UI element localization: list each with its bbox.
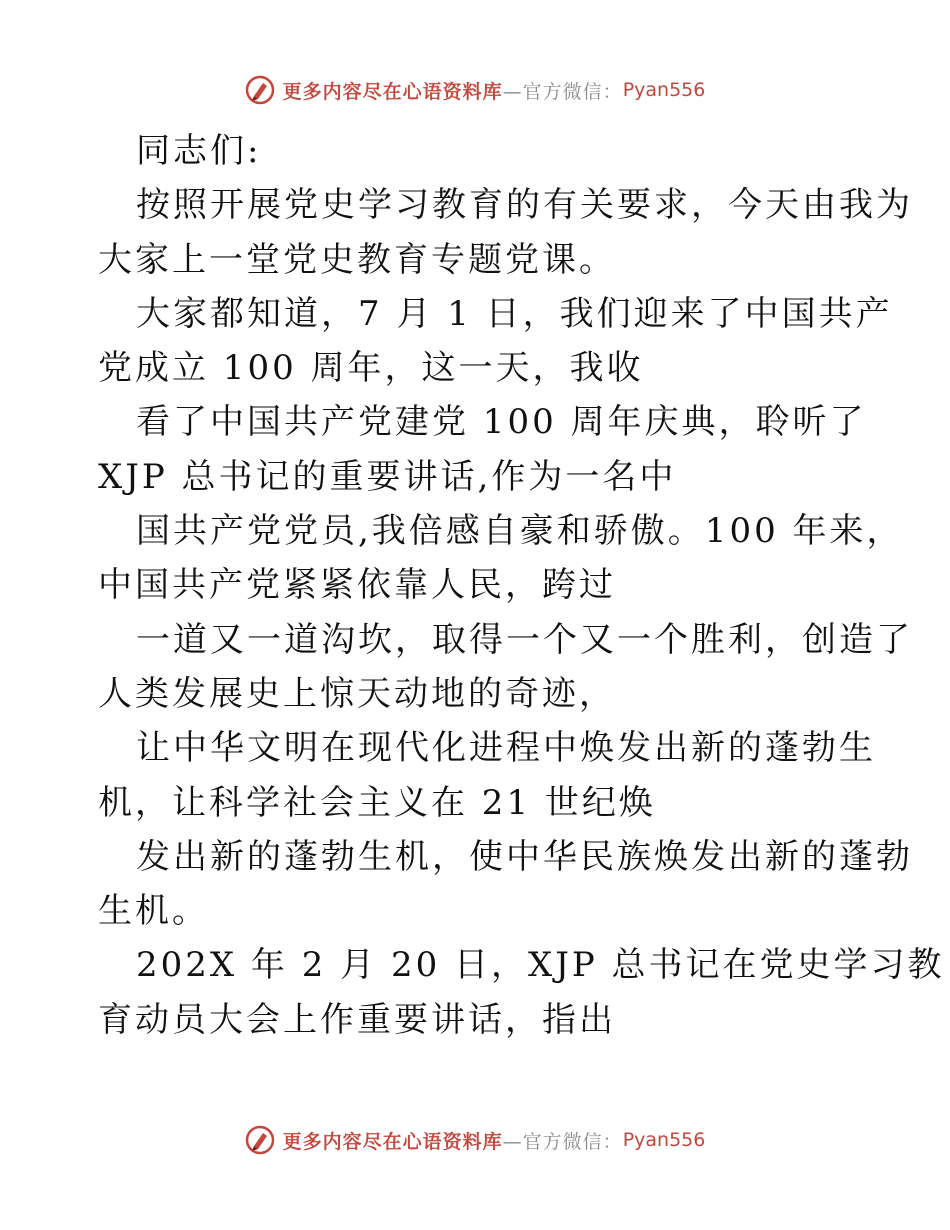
header-watermark-banner bbox=[0, 70, 950, 110]
pen-nib-logo-icon bbox=[245, 1125, 275, 1155]
text-line: 大家上一堂党史教育专题党课。 bbox=[98, 239, 616, 280]
banner-wechat-label: —官方微信： bbox=[502, 80, 623, 103]
text-line: 中国共产党紧紧依靠人民，跨过 bbox=[98, 565, 616, 606]
text-line: 一道又一道沟坎，取得一个又一个胜利，创造了 bbox=[136, 619, 913, 660]
text-line: 同志们: bbox=[136, 131, 262, 171]
banner-site-name: 更多内容尽在心语资料库 bbox=[282, 1130, 503, 1153]
pen-nib-logo-icon bbox=[245, 75, 275, 105]
text-line: 看了中国共产党建党 100 周年庆典，聆听了 bbox=[136, 402, 867, 443]
text-line: XJP 总书记的重要讲话,作为一名中 bbox=[98, 456, 677, 497]
text-line: 大家都知道，7 月 1 日，我们迎来了中国共产 bbox=[136, 293, 893, 334]
text-line: 让中华文明在现代化进程中焕发出新的蓬勃生 bbox=[136, 728, 876, 769]
text-line: 按照开展党史学习教育的有关要求，今天由我为 bbox=[136, 185, 913, 226]
banner-wechat-label: —官方微信： bbox=[502, 1130, 623, 1153]
banner-site-name: 更多内容尽在心语资料库 bbox=[282, 80, 503, 103]
text-line: 202X 年 2 月 20 日，XJP 总书记在党史学习教 bbox=[136, 945, 945, 986]
text-line: 国共产党党员,我倍感自豪和骄傲。100 年来， bbox=[136, 511, 904, 552]
text-line: 生机。 bbox=[98, 891, 209, 932]
footer-watermark-banner bbox=[0, 1120, 950, 1160]
text-line: 党成立 100 周年，这一天，我收 bbox=[98, 348, 644, 389]
text-line: 育动员大会上作重要讲话，指出 bbox=[98, 999, 616, 1040]
text-line: 机，让科学社会主义在 21 世纪焕 bbox=[98, 782, 656, 823]
document-body bbox=[98, 124, 945, 1047]
text-line: 发出新的蓬勃生机，使中华民族焕发出新的蓬勃 bbox=[136, 836, 913, 877]
banner-wechat-id: Pyan556 bbox=[622, 1129, 706, 1151]
banner-wechat-id: Pyan556 bbox=[622, 79, 706, 101]
text-line: 人类发展史上惊天动地的奇迹， bbox=[98, 673, 616, 714]
